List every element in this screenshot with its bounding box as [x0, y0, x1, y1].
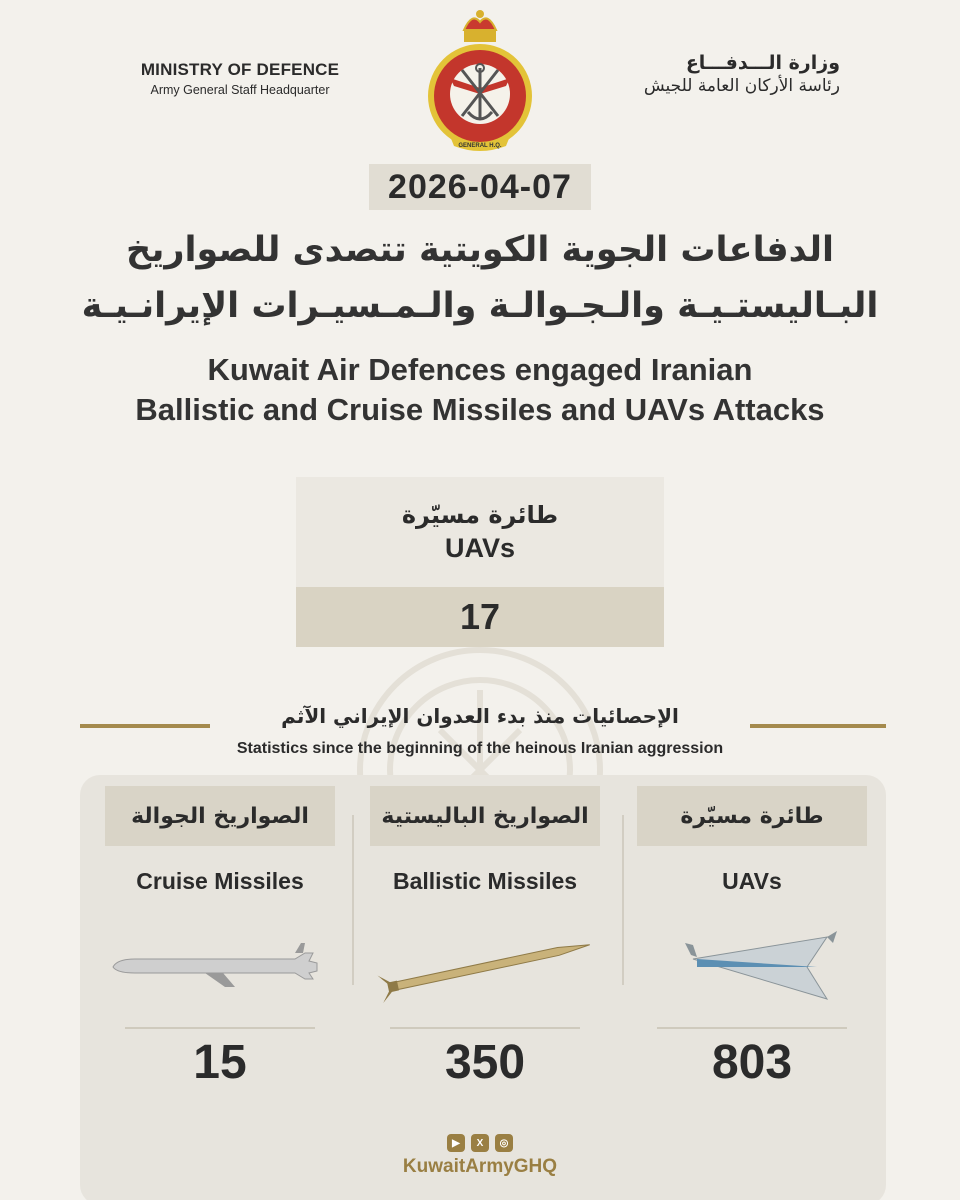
ministry-name-ar: وزارة الـــدفـــاع: [685, 52, 840, 74]
headline-en-line2: Ballistic and Cruise Missiles and UAVs Attacks: [135, 392, 825, 427]
ministry-sub-en: Army General Staff Headquarter: [150, 83, 330, 97]
stat-label-en: UAVs: [722, 868, 782, 894]
gold-divider-right: [750, 724, 886, 728]
instagram-icon[interactable]: ◎: [495, 1134, 513, 1152]
emblem-label: GENERAL H.Q.: [458, 143, 502, 149]
stat-label-en: Cruise Missiles: [136, 868, 304, 894]
youtube-icon[interactable]: ▶: [447, 1134, 465, 1152]
x-icon[interactable]: X: [471, 1134, 489, 1152]
stats-title-ar: الإحصائيات منذ بدء العدوان الإيراني الآثم: [281, 704, 679, 728]
column-divider: [622, 815, 624, 985]
stats-title-en: Statistics since the beginning of the heinous Iranian aggression: [236, 740, 724, 757]
stats-heading: [0, 704, 960, 734]
cruise-missile-icon: [95, 907, 345, 1017]
today-label-ar: طائرة مسيّرة: [401, 500, 559, 529]
stat-uavs: [627, 786, 877, 1090]
social-footer: [0, 1134, 960, 1178]
social-handle[interactable]: KuwaitArmyGHQ: [402, 1156, 558, 1177]
headline-ar-line2: البـاليستـيـة والـجـوالـة والـمـسيـرات الإيرانـيـة: [81, 286, 879, 326]
column-divider: [352, 815, 354, 985]
stat-label-ar: طائرة مسيّرة: [637, 786, 867, 846]
today-uav-card: [296, 477, 664, 647]
headline-en: [60, 350, 900, 430]
gold-divider-left: [80, 724, 210, 728]
headline-en-line1: Kuwait Air Defences engaged Iranian: [207, 352, 753, 387]
crown-icon: [464, 10, 496, 42]
headline-ar: [60, 222, 900, 334]
today-value: 17: [296, 587, 664, 647]
ballistic-missile-icon: [360, 907, 610, 1017]
stat-divider: [125, 1027, 315, 1029]
drone-icon: [627, 907, 877, 1017]
report-date: 2026-04-07: [369, 164, 591, 210]
stat-value: 350: [444, 1036, 526, 1089]
stat-cruise-missiles: [95, 786, 345, 1090]
today-label-en: UAVs: [444, 532, 516, 563]
ministry-title-ar: [610, 52, 840, 96]
stat-label-ar: الصواريخ الباليستية: [370, 786, 600, 846]
headline-ar-line1: الدفاعات الجوية الكويتية تتصدى للصواريخ: [125, 230, 834, 270]
stat-divider: [657, 1027, 847, 1029]
stat-ballistic-missiles: [360, 786, 610, 1090]
stat-divider: [390, 1027, 580, 1029]
stat-value: 15: [193, 1036, 247, 1089]
stat-label-ar: الصواريخ الجوالة: [105, 786, 335, 846]
stat-value: 803: [711, 1036, 793, 1089]
stat-label-en: Ballistic Missiles: [392, 868, 578, 894]
army-emblem-logo: [420, 8, 540, 158]
ministry-name-en: MINISTRY OF DEFENCE: [140, 60, 340, 79]
ministry-title-en: [130, 60, 350, 97]
ministry-sub-ar: رئاسة الأركان العامة للجيش: [643, 76, 840, 96]
